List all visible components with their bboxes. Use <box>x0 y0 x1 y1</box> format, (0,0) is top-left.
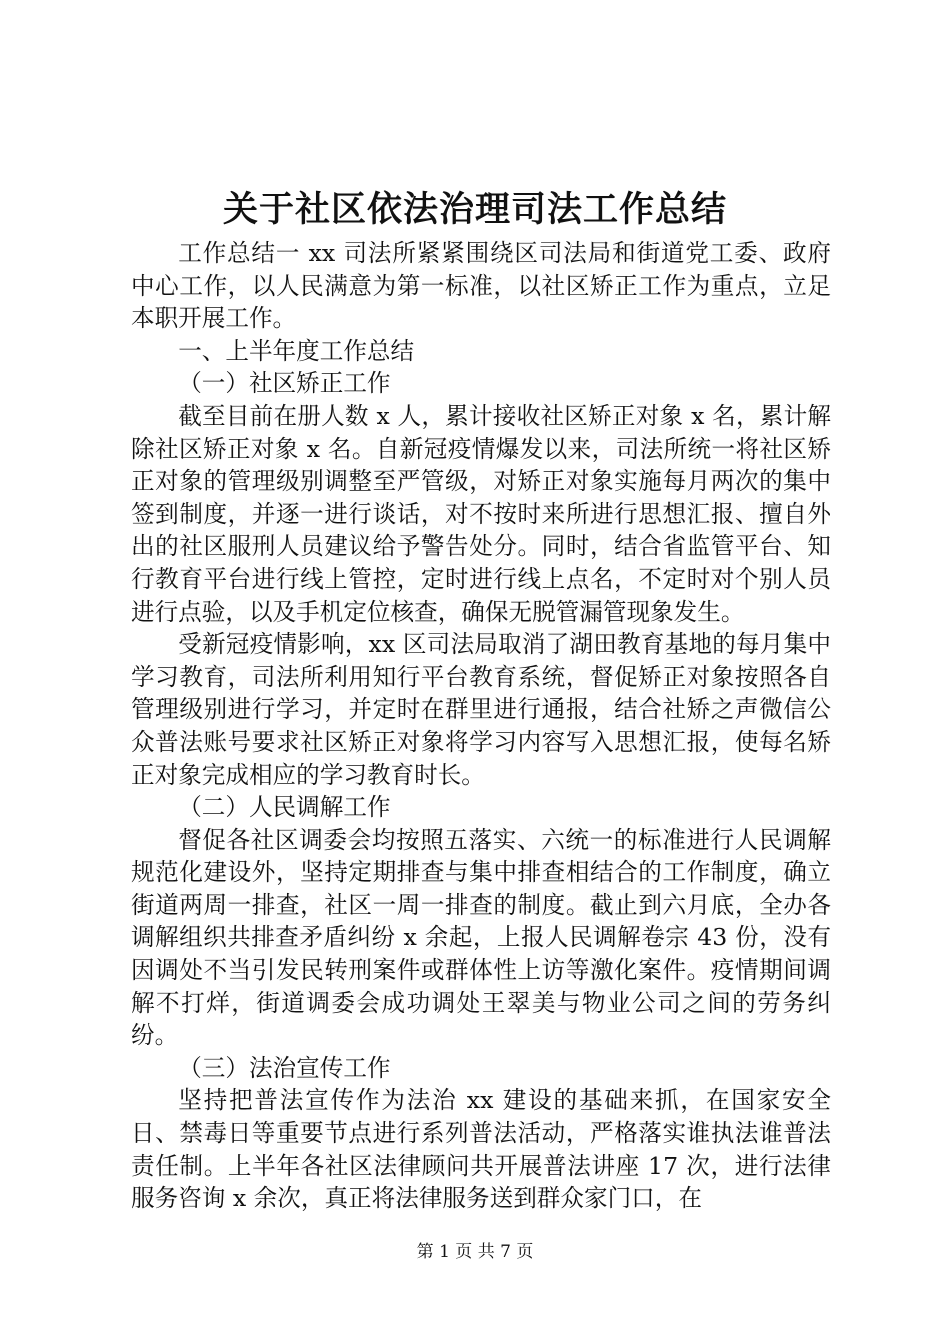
section-heading-first-half: 一、上半年度工作总结 <box>178 336 415 365</box>
subheading-mediation: （二）人民调解工作 <box>178 793 391 822</box>
subheading-community-correction: （一）社区矫正工作 <box>178 369 391 398</box>
paragraph-mediation: 督促各社区调委会均按照五落实、六统一的标准进行人民调解规范化建设外，坚持定期排查与集中排查相结合的工作制度，确立街道两周一排查，社区一周一排查的制度。截止到六月底，全办各调解组织共排查矛盾纠纷 x 余起，上报人民调解卷宗 43 份，没有因调处不当引发民转刑案件或群体性上访等激化案件。疫情期间调解不打烊，街道调委会成功调处王翠美与物业公司之间的劳务纠纷。 <box>131 825 831 1050</box>
paragraph-intro: 工作总结一 xx 司法所紧紧围绕区司法局和街道党工委、政府中心工作，以人民满意为第一标准，以社区矫正工作为重点，立足本职开展工作。 <box>131 239 831 333</box>
subheading-legal-publicity: （三）法治宣传工作 <box>178 1053 391 1082</box>
document-body <box>131 237 831 1215</box>
paragraph-community-correction: 截至目前在册人数 x 人，累计接收社区矫正对象 x 名，累计解除社区矫正对象 x 名。自新冠疫情爆发以来，司法所统一将社区矫正对象的管理级别调整至严管级，对矫正对象实施每月两次的集中签到制度，并逐一进行谈话，对不按时来所进行思想汇报、擅自外出的社区服刑人员建议给予警告处分。同时，结合省监管平台、知行教育平台进行线上管控，定时进行线上点名，不定时对个别人员进行点验，以及手机定位核查，确保无脱管漏管现象发生。 <box>131 401 831 626</box>
page-number-footer: 第 1 页 共 7 页 <box>416 1242 534 1262</box>
paragraph-legal-publicity: 坚持把普法宣传作为法治 xx 建设的基础来抓，在国家安全日、禁毒日等重要节点进行系列普法活动，严格落实谁执法谁普法责任制。上半年各社区法律顾问共开展普法讲座 17 次，进行法律服务咨询 x 余次，真正将法律服务送到群众家门口，在 <box>131 1086 831 1213</box>
paragraph-online-education: 受新冠疫情影响，xx 区司法局取消了湖田教育基地的每月集中学习教育，司法所利用知行平台教育系统，督促矫正对象按照各自管理级别进行学习，并定时在群里进行通报，结合社矫之声微信公众普法账号要求社区矫正对象将学习内容写入思想汇报，使每名矫正对象完成相应的学习教育时长。 <box>131 630 831 789</box>
document-title: 关于社区依法治理司法工作总结 <box>222 189 727 230</box>
